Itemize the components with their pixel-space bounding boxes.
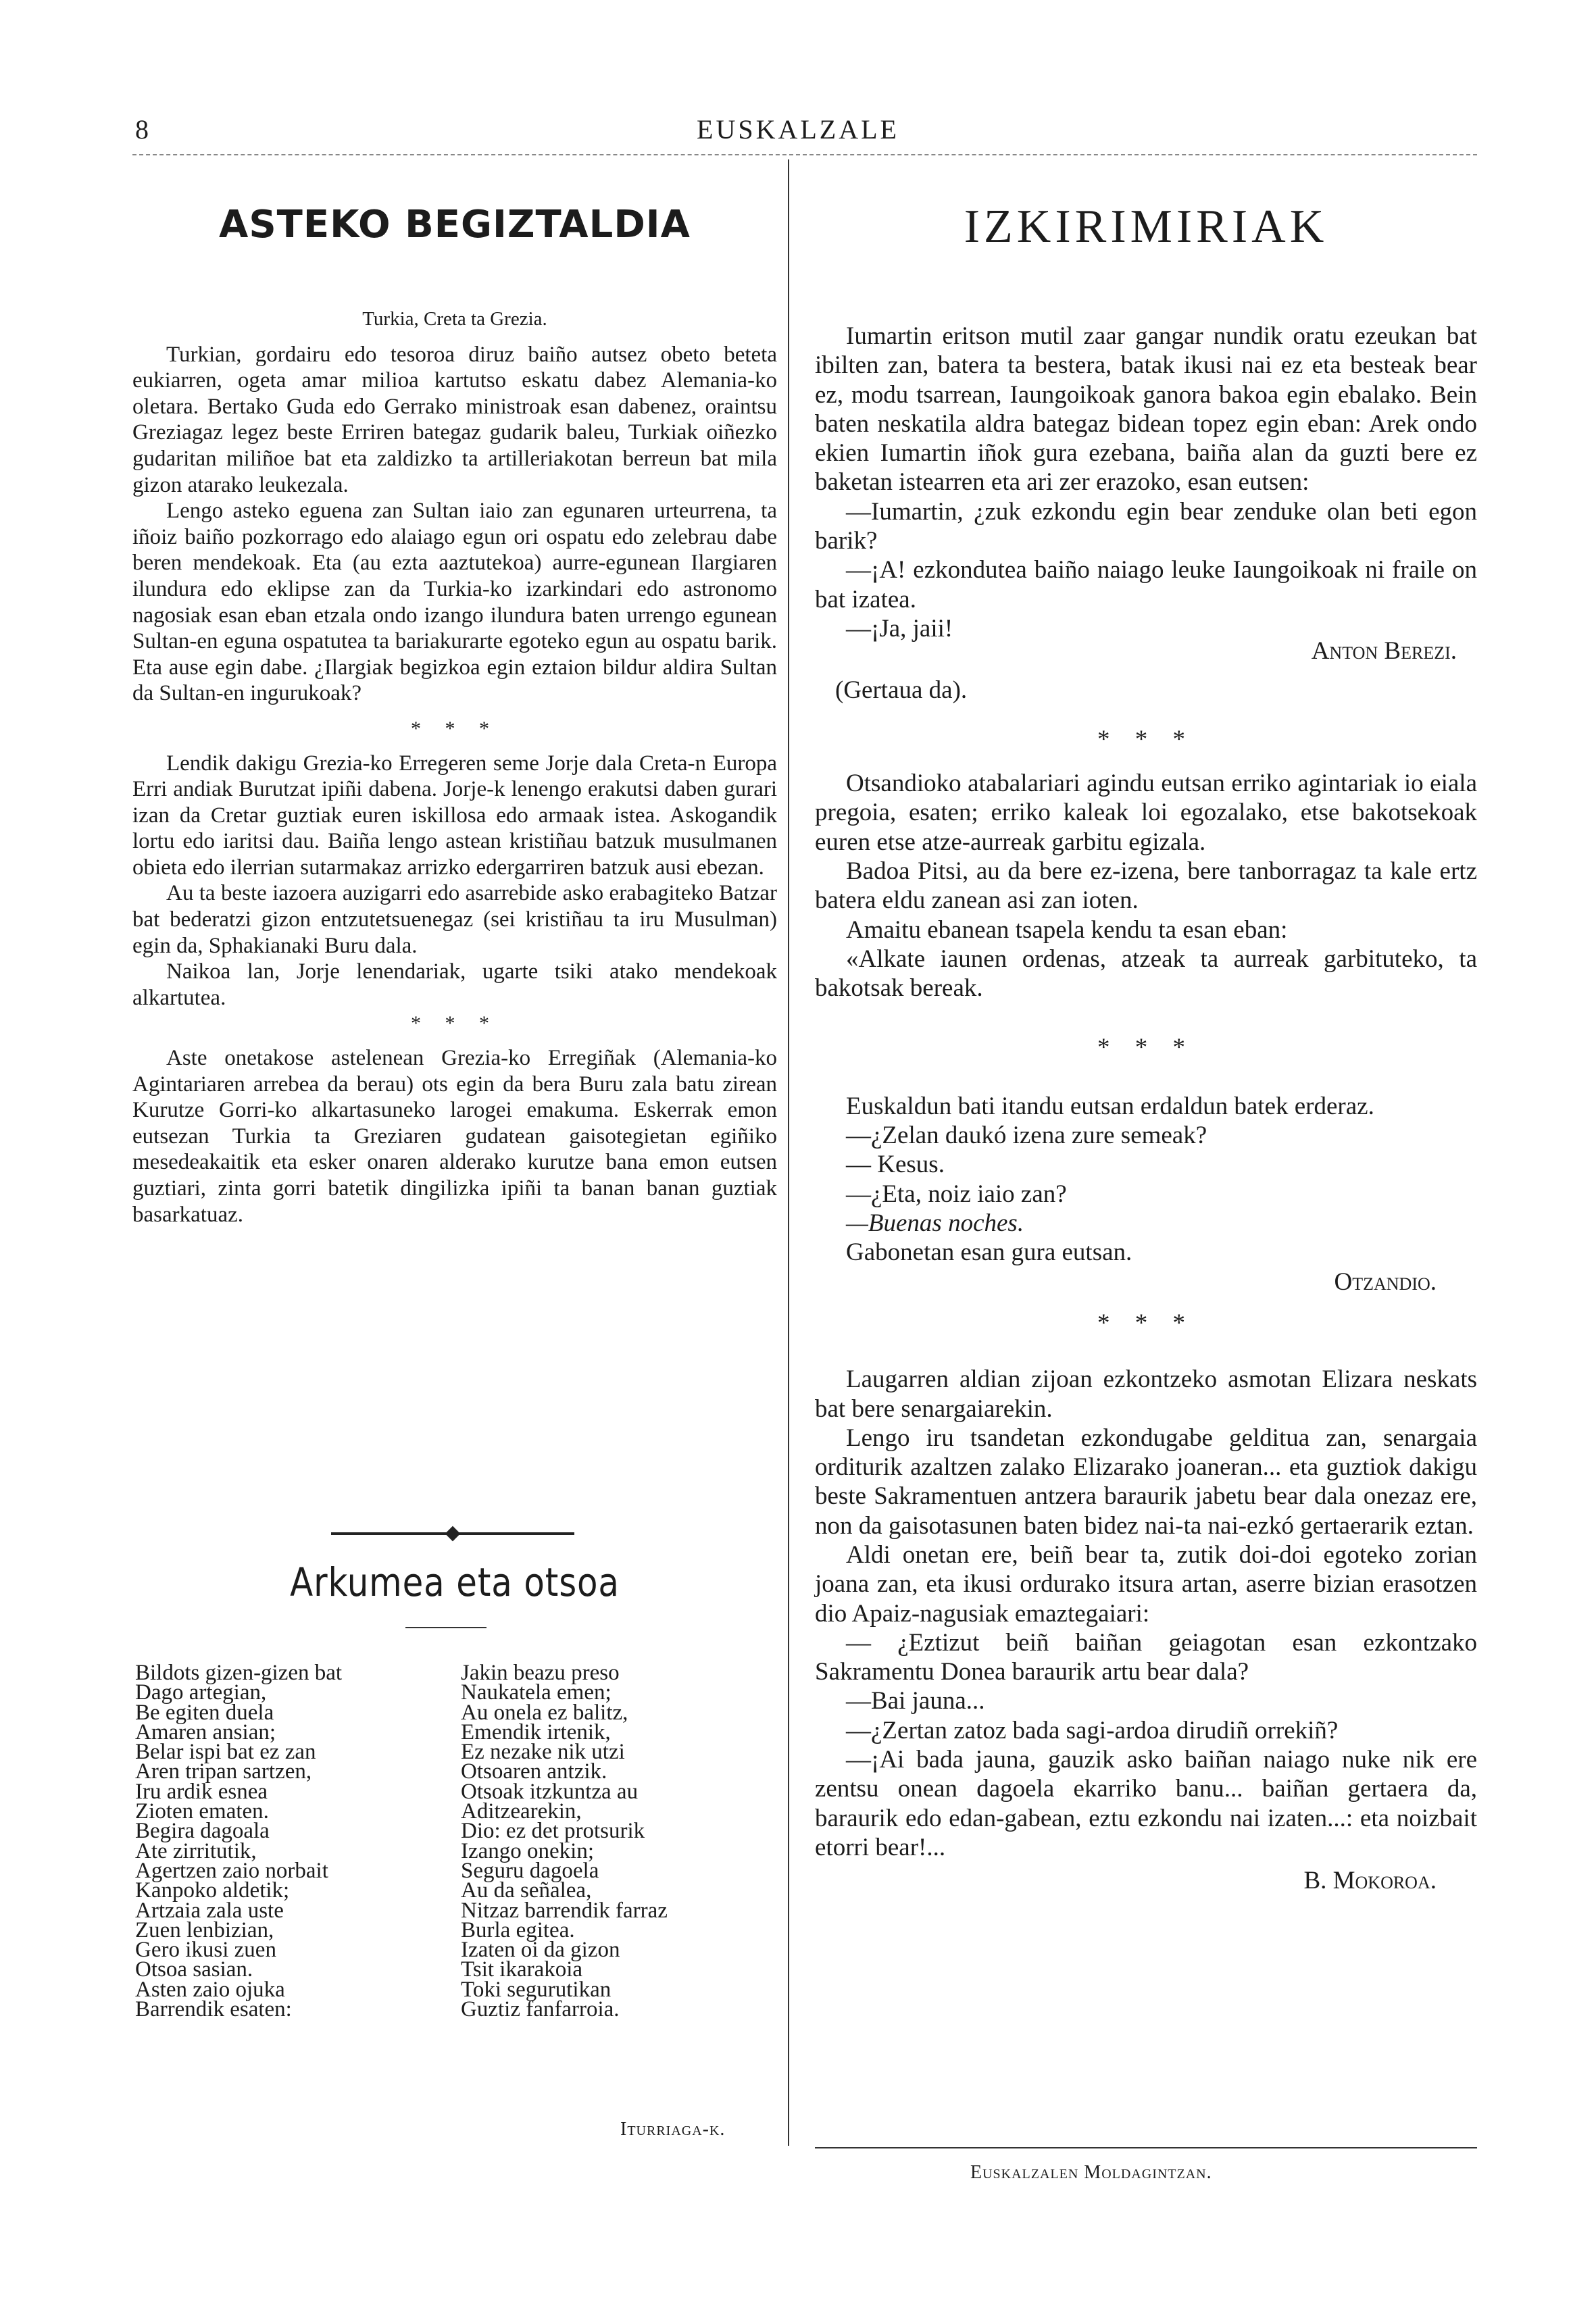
poem-line: Ate zirritutik, [135,1838,257,1863]
right-column [815,200,1477,1896]
anecdote-author: Anton Berezi. [1311,637,1457,665]
poem-line: Aren tripan sartzen, [135,1759,312,1784]
poem-line: Dio: ez det protsurik [461,1819,645,1844]
header-rule [132,154,1477,155]
poem-line: Belar ispi bat ez zan [135,1740,316,1765]
anecdote-author: B. Mokoroa. [1303,1867,1437,1895]
anecdote-paragraph: Lengo iru tsandetan ezkondugabe gelditua zan, senargaia orditurik azaltzen zalako Elizarako joaneran... eta guztiok dakigu beste Sakramentuen antzera baraurik jabetu bear dala onezaz ere, non da gaisotasunen baten bidez nai-ta nai-ezkó gertaerarik eztan. [815,1424,1477,1540]
poem-line: Kanpoko aldetik; [135,1878,290,1903]
article-paragraph: Naikoa lan, Jorje lenendariak, ugarte tsiki atako mendekoak alkartutea. [132,959,777,1010]
poem-line: Jakin beazu preso [461,1661,620,1685]
poem-line: Aditzearekin, [461,1799,582,1824]
poem-line: Seguru dagoela [461,1858,599,1883]
article-paragraph: Turkian, gordairu edo tesoroa diruz baiño autsez obeto beteta eukiarren, ogeta amar milioa kartutso eskatu dabez Alemania-ko oletara. Bertako Guda edo Gerrako ministroak esan dabenez, oraintsu Greziagaz legez beste Erriren bategaz gudarik baleu, Turkiak oiñezko gudaritan miliñoe bat eta zaldizko ta artilleriakotan berreun bat mila gizon atarako leukezala. [132,342,777,497]
anecdote-paragraph: Otsandioko atabalariari agindu eutsan erriko agintariak io eiala pregoia, esaten; erriko kaleak loi egozalako, etse bakotsekoak euren etse atze-aurreak garbitu egizala. [815,770,1477,856]
poem-line: Otsoa sasian. [135,1957,253,1982]
poem-line: Be egiten duela [135,1700,274,1725]
poem-line: Iru ardik esnea [135,1779,268,1804]
section-subtitle: Turkia, Creta ta Grezia. [362,308,547,330]
left-column [132,203,777,1228]
anecdote-paragraph: —Bai jauna... [846,1687,985,1715]
anecdote-paragraph: —¡Ai bada jauna, gauzik asko baiñan naiago nuke nik ere zentsu onean dagoela ekarriko banu... baiñan gertaera da, baraurik edo edan-gabean, eztu ezkondu nai izaten...: eta noizbait etorri bear!... [815,1746,1477,1861]
poem-line: Burla egitea. [461,1917,575,1942]
anecdote-paragraph: Badoa Pitsi, au da bere ez-izena, bere tanborragaz ta kale ertz batera eldu zanean asi zan ioten. [815,857,1477,915]
poem-column-1 [135,1661,343,2022]
anecdote-paragraph: Amaitu ebanean tsapela kendu ta esan eban: [846,915,1288,944]
poem-line: Toki segurutikan [461,1977,612,2002]
poem-line: Guztiz fanfarroia. [461,1997,620,2022]
column-divider [788,159,789,2146]
anecdote-paragraph: —¡A! ezkondutea baiño naiago leuke Iaungoikoak ni fraile on bat izatea. [815,556,1477,613]
poem-line: Au onela ez balitz, [461,1700,628,1725]
poem-title: Arkumea eta otsoa [290,1559,620,1605]
poem-line: Amaren ansian; [135,1719,276,1744]
poem-line: Agertzen zaio norbait [135,1858,328,1883]
poem-line: Zioten ematen. [135,1799,269,1824]
poem-line: Izaten oi da gizon [461,1938,620,1963]
poem-line: Zuen lenbizian, [135,1917,274,1942]
poem-line: Otsoaren antzik. [461,1759,607,1784]
poem-column-2 [461,1661,668,2022]
article-paragraph: Lengo asteko eguena zan Sultan iaio zan egunaren urteurrena, ta iñoiz baiño pozkorrago edo alaiago egun ori ospatu edo zelebrau dabe beren mendekoak. Eta (au ezta aaztutekoa) aurre-egunean Ilargiaren ilundura edo eklipse zan da Turkia-ko izarkindari edo astronomo nagosiak esan eban etzala ondo izango ilundura baten urrengo egunean Sultan-en eguna ospatutea ta bariakurarte egoteko egun au ospatu barik. Eta ause egin dabe. ¿Ilargiak begizkoa egin eztaion bildur aldira Sultan da Sultan-en ingurukoak? [132,499,777,706]
poem-line: Barrendik esaten: [135,1997,292,2022]
section-separator: * * * [411,717,499,740]
poem-heading-block [132,1559,777,1605]
section-separator: * * * [1097,1033,1195,1061]
anecdote-paragraph: Euskaldun bati itandu eutsan erdaldun batek erderaz. [846,1092,1374,1120]
anecdote-paragraph: — ¿Eztizut beiñ baiñan geiagotan esan ezkontzako Sakramentu Donea baraurik artu bear dala? [815,1628,1477,1686]
section-title-izkirimiriak: IZKIRIMIRIAK [964,201,1328,253]
anecdote-paragraph: —¿Zelan daukó izena zure semeak? [846,1122,1207,1150]
section-separator: * * * [1097,1309,1195,1337]
poem-author: Iturriaga-k. [620,2119,726,2140]
printer-credit: Euskalzalen Moldagintzan. [970,2162,1212,2183]
footer-rule [815,2147,1477,2148]
anecdote-paragraph: — Kesus. [846,1151,945,1179]
poem-line: Bildots gizen-gizen bat [135,1661,343,1685]
anecdote-author: Otzandio. [1334,1267,1437,1296]
anecdote-paragraph: Aldi onetan ere, beiñ bear ta, zutik doi-doi egoteko zorian joana zan, eta ikusi ordurako itsura artan, aserre bizian erasotzen dio Apaiz-nagusiak emaztegaiari: [815,1540,1477,1628]
poem-line: Au da señalea, [461,1878,592,1903]
poem-title-rule [405,1627,487,1628]
poem-line: Begira dagoala [135,1819,270,1844]
poem-line: Nitzaz barrendik farraz [461,1898,668,1923]
page-number: 8 [135,114,149,145]
poem-line: Tsit ikarakoia [461,1957,583,1982]
poem-line: Izango onekin; [461,1838,595,1863]
poem-line: Otsoak itzkuntza au [461,1779,639,1804]
article-paragraph: Aste onetakose astelenean Grezia-ko Erregiñak (Alemania-ko Agintariaren arrebea da berau) ots egin da bera Buru zala batu zirean Kurutze Gorri-ko alkartasuneko larogei emakuma. Eskerrak emon eutsezan Turkia ta Greziaren gudatean gaisotegietan egiñiko mesedeakaitik eta esker onaren alderako kurutze bana emon eutsen guztiari, zinta gorri batetik dingilizka ipiñi ta banan banan guztiak basarkatuaz. [132,1046,777,1227]
ornament-diamond-icon [445,1526,461,1542]
section-separator: * * * [411,1012,499,1035]
anecdote-paragraph: —¡Ja, jaii! [846,614,953,643]
poem-line: Ez nezake nik utzi [461,1740,625,1765]
poem-line: Emendik irtenik, [461,1719,611,1744]
poem-line: Naukatela emen; [461,1680,612,1705]
poem-line: Artzaia zala uste [135,1898,284,1923]
section-separator: * * * [1097,725,1195,753]
anecdote-paragraph: Laugarren aldian zijoan ezkontzeko asmotan Elizara neskats bat bere senargaiarekin. [815,1365,1477,1423]
section-title-asteko: ASTEKO BEGIZTALDIA [219,203,691,247]
anecdote-paragraph: —¿Eta, noiz iaio zan? [846,1180,1067,1208]
anecdote-paragraph: Gabonetan esan gura eutsan. [846,1238,1132,1267]
anecdote-paragraph: «Alkate iaunen ordenas, atzeak ta aurreak garbituteko, ta bakotsak bereak. [815,945,1477,1003]
poem-line: Dago artegian, [135,1680,267,1705]
anecdote-paragraph: —Buenas noches. [846,1209,1024,1238]
anecdote-note: (Gertaua da). [835,676,968,704]
anecdote-paragraph: —Iumartin, ¿zuk ezkondu egin bear zenduke olan beti egon barik? [815,497,1477,555]
article-paragraph: Lendik dakigu Grezia-ko Erregeren seme Jorje dala Creta-n Europa Erri andiak Burutzat ipiñi dabena. Jorje-k lenengo erakutsi daben gurari izan da Cretar guztiak euren iskillosa edo armaak istea. Askogandik lortu edo iaritsi dau. Baiña lengo astean kristiñau batzuk musulmanen obieta edo ilerrian sutarmakaz arrizko edergarriren batzuk ausi ebezan. [132,751,777,880]
anecdote-paragraph: Iumartin eritson mutil zaar gangar nundik oratu ezeukan bat ibilten zan, batera ta bestera, batak ikusi nai ez eta besteak bear ez, modu tsarrean, Iaungoikoak ganora bakoa egin ebalako. Bein baten neskatila aldra bategaz bidean topez egin eban: Arek ondo ekien Iumartin iñok gura ezebana, baiña alan da guzti bere ez baketan istearren eta ari zer erazoko, esan eutsen: [815,322,1477,497]
running-head: EUSKALZALE [697,114,899,145]
article-paragraph: Au ta beste iazoera auzigarri edo asarrebide asko erabagiteko Batzar bat bederatzi gizon entzutetsuenegaz (sei kristiñau ta iru Musulman) egin da, Sphakianaki Buru dala. [132,881,777,958]
poem-line: Gero ikusi zuen [135,1938,276,1963]
poem-line: Asten zaio ojuka [135,1977,285,2002]
anecdote-paragraph: —¿Zertan zatoz bada sagi-ardoa dirudiñ orrekiñ? [846,1716,1339,1744]
